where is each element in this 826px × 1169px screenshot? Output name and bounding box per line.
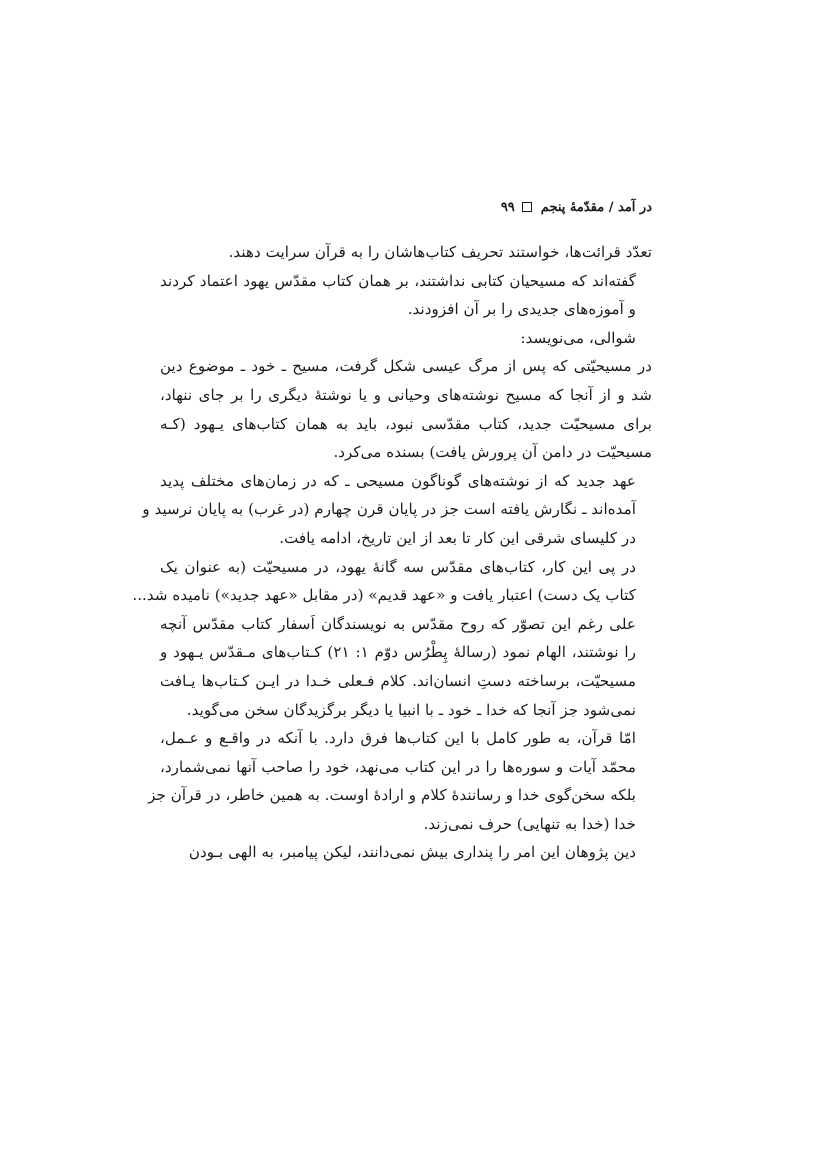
- text-line: بلکه سخن‌گوی خدا و رسانندهٔ کلام و ارادهٔ اوست. به همین خاطر، در قرآن جز: [148, 786, 636, 805]
- text-line: شوالی، می‌نویسد:: [520, 328, 636, 347]
- text-line: خدا (خدا به تنهایی) حرف نمی‌زند.: [423, 814, 636, 833]
- text-line: در پی این کار، کتاب‌های مقدّس سه گانهٔ یهود، در مسیحیّت (به عنوان یک: [160, 557, 636, 576]
- paragraph: [160, 238, 652, 267]
- text-line: مسیحیّت در دامن آن پرورش یافت) بسنده می‌کرد.: [333, 443, 652, 462]
- paragraph: [160, 352, 652, 466]
- text-line: علی رغم این تصوّر که روح مقدّس به نویسندگان اَسفار کتاب مقدّس آنچه: [160, 614, 636, 633]
- text-line: دین پژوهان این امر را پنداری بیش نمی‌دانند، لیکن پیامبر، به الهی بـودن: [188, 843, 636, 862]
- paragraph: [132, 553, 652, 610]
- paragraph: [160, 838, 652, 867]
- paragraph: [160, 610, 652, 724]
- text-line: نمی‌شود جز آنجا که خدا ـ خود ـ با انبیا یا دیگر برگزیدگان سخن می‌گوید.: [186, 700, 636, 719]
- text-line: آمده‌اند ـ نگارش یافته است جز در پایان قرن چهارم (در غرب) به پایان نرسید و: [142, 500, 636, 519]
- text-line: عهد جدید که از نوشته‌های گوناگون مسیحی ـ که در زمان‌های مختلف پدید: [160, 471, 636, 490]
- text-line: را نوشتند، الهام نمود (رسالهٔ پِطْرُس دوّم ۱: ۲۱) کـتاب‌های مـقدّس یـهود و: [160, 643, 636, 662]
- page-number: ۹۹: [500, 199, 515, 215]
- text-line: در مسیحیّتی که پس از مرگ عیسی شکل گرفت، مسیح ـ خود ـ موضوع دین: [160, 357, 652, 376]
- text-line: تعدّد قرائت‌ها، خواستند تحریف کتاب‌هاشان را به قرآن سرایت دهند.: [228, 243, 652, 261]
- running-title: در آمد / مقدّمهٔ پنجم: [540, 199, 652, 215]
- text-line: شد و از آنجا که مسیح نوشته‌های وحیانی و یا نوشتهٔ دیگری را بر جای ننهاد،: [160, 385, 652, 404]
- body-text: [132, 238, 652, 867]
- text-line: امّا قرآن، به طور کامل با این کتاب‌ها فرق دارد. با آنکه در واقـع و عـمل،: [160, 729, 636, 748]
- text-line: گفته‌اند که مسیحیان کتابی نداشتند، بر همان کتاب مقدّس یهود اعتماد کردند: [160, 271, 636, 290]
- text-line: کتاب یک دست) اعتبار یافت و «عهد قدیم» (در مقابل «عهد جدید») نامیده شد...: [132, 586, 636, 605]
- paragraph: [142, 467, 652, 553]
- text-line: محمّد آیات و سوره‌ها را در این کتاب می‌نهد، خود را صاحب آنها نمی‌شمارد،: [160, 757, 636, 776]
- text-line: و آموزه‌های جدیدی را بر آن افزودند.: [407, 300, 636, 319]
- paragraph: [160, 324, 652, 353]
- running-header: [160, 196, 652, 218]
- text-line: در کلیسای شرقی این کار تا بعد از این تاریخ، ادامه یافت.: [279, 528, 636, 547]
- paragraph: [148, 724, 652, 838]
- text-line: برای مسیحیّت جدید، کتاب مقدّسی نبود، باید به همان کتاب‌های یـهود (کـه: [160, 414, 652, 433]
- square-bullet-icon: [522, 202, 532, 212]
- paragraph: [160, 267, 652, 324]
- text-line: مسیحیّت، برساخته دستِ انسان‌اند. کلام فـعلی خـدا در ایـن کـتاب‌ها یـافت: [160, 671, 636, 690]
